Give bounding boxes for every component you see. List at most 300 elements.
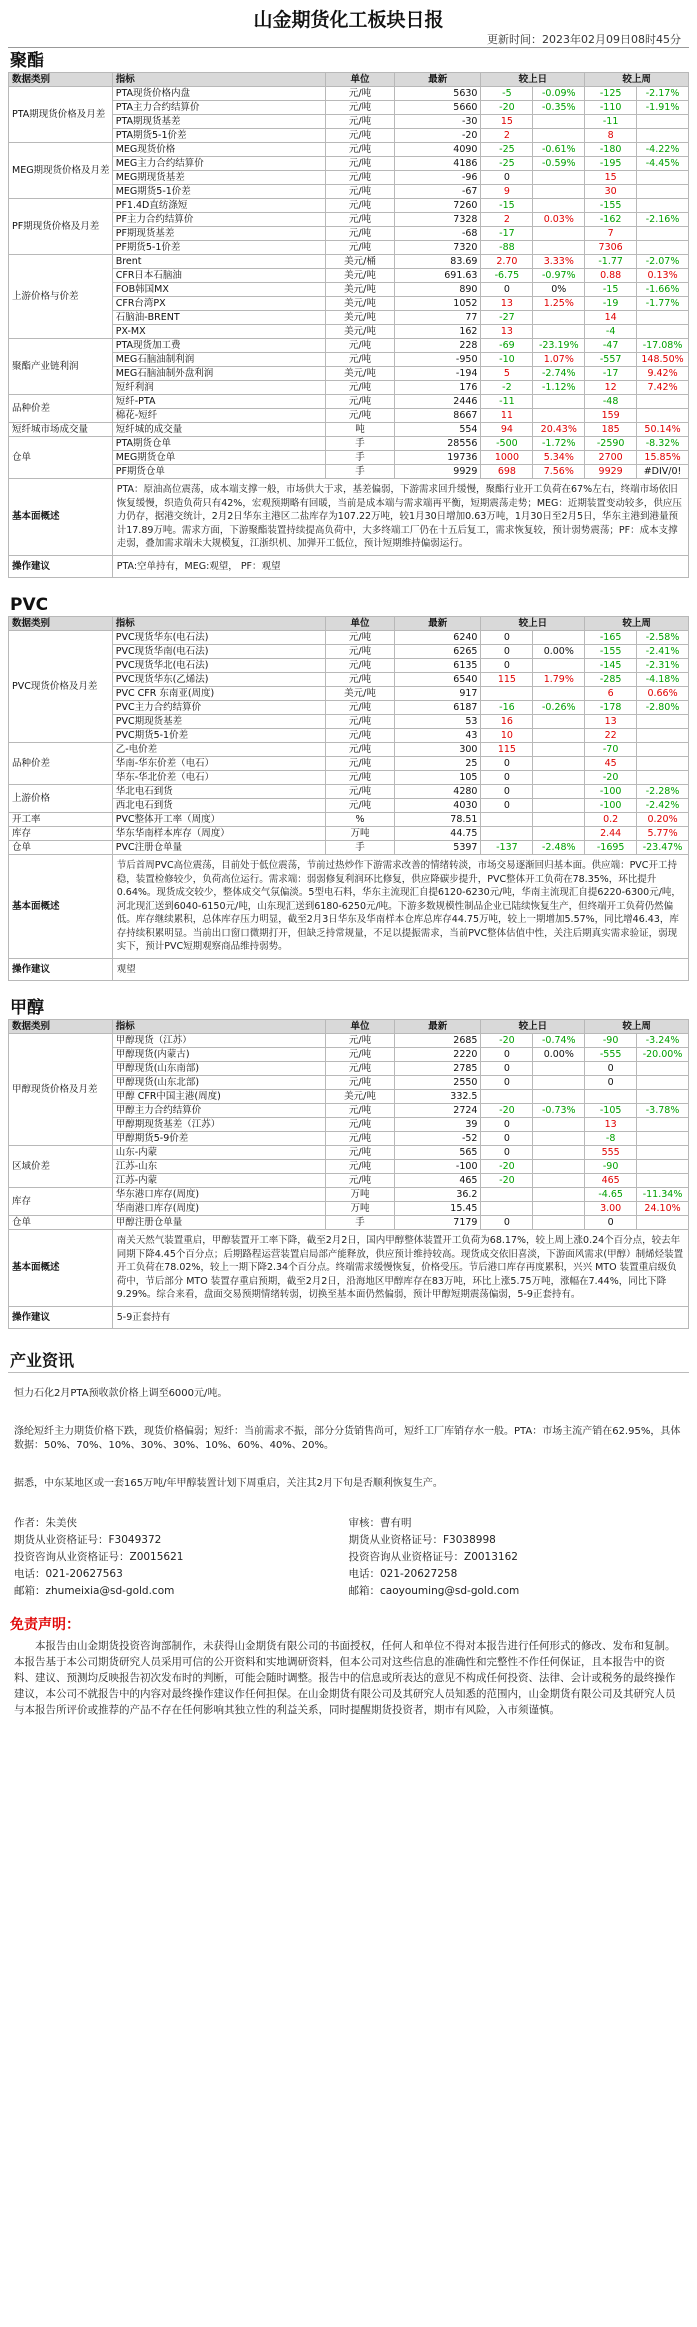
latest-cell: 7320 [395,241,481,255]
indicator-cell: 石脑油-BRENT [112,311,325,325]
unit-cell: 万吨 [325,1188,394,1202]
dod-pct-cell: -23.19% [533,339,585,353]
wow-change-cell: 0.88 [585,269,637,283]
section-gap [8,578,689,592]
reviewer-qual-1: 期货从业资格证号：F3038998 [348,1534,496,1546]
category-cell: 区域价差 [9,1146,113,1188]
dod-change-cell: 0 [481,1062,533,1076]
table-row [9,199,689,213]
wow-pct-cell [637,1062,689,1076]
unit-cell: 元/吨 [325,241,394,255]
category-cell: MEG期现货价格及月差 [9,143,113,199]
latest-cell: 7260 [395,199,481,213]
table-row [9,339,689,353]
table-row [9,1034,689,1048]
latest-cell: 2550 [395,1076,481,1090]
basic-label: 基本面概述 [9,479,113,556]
unit-cell: 元/吨 [325,1062,394,1076]
wow-change-cell: -48 [585,395,637,409]
dod-pct-cell [533,1188,585,1202]
latest-cell: 5630 [395,87,481,101]
indicator-cell: 华东港口库存(周度) [112,1188,325,1202]
dod-pct-cell: -0.74% [533,1034,585,1048]
table-row [9,87,689,101]
unit-cell: 元/吨 [325,227,394,241]
unit-cell: 元/吨 [325,213,394,227]
latest-cell: -68 [395,227,481,241]
wow-pct-cell [637,757,689,771]
indicator-cell: PVC现货华北(电石法) [112,659,325,673]
wow-change-cell: 2700 [585,451,637,465]
dod-pct-cell [533,729,585,743]
dod-change-cell: 13 [481,297,533,311]
wow-pct-cell: 0.13% [637,269,689,283]
dod-pct-cell: 1.25% [533,297,585,311]
col-header-cat: 数据类别 [9,73,113,87]
unit-cell: 元/吨 [325,395,394,409]
indicator-cell: PVC期现货基差 [112,715,325,729]
category-cell: 品种价差 [9,395,113,423]
table-row [9,255,689,269]
wow-change-cell: 465 [585,1174,637,1188]
industry-news-title: 产业资讯 [8,1349,689,1373]
unit-cell: 元/吨 [325,353,394,367]
indicator-cell: MEG石脑油制利润 [112,353,325,367]
latest-cell: 917 [395,687,481,701]
latest-cell: 4090 [395,143,481,157]
latest-cell: 6265 [395,645,481,659]
unit-cell: 元/吨 [325,143,394,157]
dod-pct-cell: 7.56% [533,465,585,479]
wow-pct-cell [637,1118,689,1132]
unit-cell: 元/吨 [325,1146,394,1160]
latest-cell: 28556 [395,437,481,451]
wow-change-cell: -1.77 [585,255,637,269]
indicator-cell: MEG期货5-1价差 [112,185,325,199]
table-row [9,143,689,157]
wow-pct-cell [637,115,689,129]
wow-change-cell: -165 [585,631,637,645]
indicator-cell: PTA现货价格内盘 [112,87,325,101]
unit-cell: 元/吨 [325,185,394,199]
wow-pct-cell: -17.08% [637,339,689,353]
wow-change-cell: -90 [585,1034,637,1048]
table-row [9,827,689,841]
wow-pct-cell [637,311,689,325]
dod-pct-cell [533,1146,585,1160]
dod-pct-cell: 20.43% [533,423,585,437]
indicator-cell: PF主力合约结算价 [112,213,325,227]
dod-pct-cell [533,115,585,129]
wow-change-cell [585,1090,637,1104]
dod-pct-cell: -0.61% [533,143,585,157]
dod-change-cell: 0 [481,659,533,673]
indicator-cell: 江苏-内蒙 [112,1174,325,1188]
dod-pct-cell: -1.12% [533,381,585,395]
basic-row [9,1230,689,1307]
dod-change-cell: 0 [481,799,533,813]
wow-pct-cell: -23.47% [637,841,689,855]
wow-change-cell: -178 [585,701,637,715]
author-block [14,1515,349,1600]
wow-change-cell: -195 [585,157,637,171]
indicator-cell: PF期现货基差 [112,227,325,241]
dod-change-cell: 115 [481,743,533,757]
latest-cell: 2446 [395,395,481,409]
indicator-cell: PTA期货仓单 [112,437,325,451]
dod-pct-cell [533,659,585,673]
reviewer-name: 审核：曹有明 [348,1517,412,1529]
col-header-latest: 最新 [395,73,481,87]
latest-cell: 4030 [395,799,481,813]
unit-cell: 元/吨 [325,87,394,101]
latest-cell: -20 [395,129,481,143]
table-row [9,395,689,409]
category-cell: 库存 [9,1188,113,1216]
dod-change-cell: -17 [481,227,533,241]
wow-pct-cell [637,395,689,409]
unit-cell: 元/吨 [325,339,394,353]
dod-pct-cell: 3.33% [533,255,585,269]
unit-cell: 元/吨 [325,1118,394,1132]
unit-cell: 元/吨 [325,129,394,143]
indicator-cell: PVC整体开工率（周度） [112,813,325,827]
disclaimer-section [8,1612,689,1718]
advice-row [9,1306,689,1329]
indicator-cell: 华北电石到货 [112,785,325,799]
dod-pct-cell: -0.73% [533,1104,585,1118]
meoh-table [8,1019,689,1329]
category-cell: 聚酯产业链利润 [9,339,113,395]
col-header-wow: 较上周 [585,617,689,631]
basic-text: 南关天然气装置重启，甲醇装置开工率下降，截至2月2日，国内甲醇整体装置开工负荷为68.17%，较上周上涨0.24个百分点，较去年同期下降4.45个百分点；后期路程运营装置启局部产能释放，供应预计维持较高。现货成交依旧喜淡，下游面风需求(甲醇）制烯烃装置开工负荷在78.02%，较上一期下降2.34个百分点。终端需求缓慢恢复，价格受压。节后港口库存再度累积，兴兴 MTO 装置重启级负荷中，节后部分 MTO 装置存重启预期，截至2月2日，沿海地区甲醇库存在83万吨，环比上涨5.75万吨，涨幅在7.44%，同比下降9.29%。综合来看，盘面交易预期情绪转弱，切换至基本面仍然偏弱，预计甲醇短期震荡偏弱，5-9正套持有。 [112,1230,688,1307]
indicator-cell: 甲醇现货(内蒙古) [112,1048,325,1062]
wow-change-cell: 45 [585,757,637,771]
wow-change-cell: 9929 [585,465,637,479]
indicator-cell: 甲醇注册仓单量 [112,1216,325,1230]
wow-pct-cell: #DIV/0! [637,465,689,479]
indicator-cell: PTA主力合约结算价 [112,101,325,115]
pvc-section [8,592,689,995]
unit-cell: 手 [325,1216,394,1230]
latest-cell: 78.51 [395,813,481,827]
dod-change-cell: -10 [481,353,533,367]
wow-pct-cell [637,227,689,241]
wow-pct-cell: -1.91% [637,101,689,115]
basic-row [9,855,689,959]
unit-cell: 美元/吨 [325,367,394,381]
wow-pct-cell [637,171,689,185]
unit-cell: 元/吨 [325,1104,394,1118]
wow-change-cell: 0 [585,1216,637,1230]
dod-pct-cell: 1.79% [533,673,585,687]
latest-cell: 19736 [395,451,481,465]
unit-cell: 元/吨 [325,645,394,659]
latest-cell: 2724 [395,1104,481,1118]
wow-change-cell: 15 [585,171,637,185]
category-cell: 品种价差 [9,743,113,785]
wow-pct-cell: 5.77% [637,827,689,841]
dod-pct-cell [533,1174,585,1188]
indicator-cell: 江苏-山东 [112,1160,325,1174]
unit-cell: 元/吨 [325,743,394,757]
dod-change-cell: -11 [481,395,533,409]
wow-pct-cell: -2.42% [637,799,689,813]
table-row [9,785,689,799]
latest-cell: 2785 [395,1062,481,1076]
indicator-cell: 短纤-PTA [112,395,325,409]
wow-change-cell: 22 [585,729,637,743]
unit-cell: 吨 [325,423,394,437]
category-cell: PVC现货价格及月差 [9,631,113,743]
indicator-cell: PTA现货加工费 [112,339,325,353]
col-header-wow: 较上周 [585,1020,689,1034]
category-cell: 开工率 [9,813,113,827]
dod-change-cell: 0 [481,171,533,185]
wow-change-cell: 7 [585,227,637,241]
unit-cell: 美元/吨 [325,297,394,311]
dod-change-cell: 0 [481,645,533,659]
latest-cell: 6135 [395,659,481,673]
indicator-cell: 华东-华北价差（电石） [112,771,325,785]
basic-label: 基本面概述 [9,1230,113,1307]
indicator-cell: 甲醇 CFR中国主港(周度) [112,1090,325,1104]
latest-cell: 2685 [395,1034,481,1048]
wow-change-cell: -20 [585,771,637,785]
wow-pct-cell: -1.77% [637,297,689,311]
latest-cell: -100 [395,1160,481,1174]
wow-pct-cell: -4.45% [637,157,689,171]
basic-text: PTA：原油高位震荡，成本端支撑一般，市场供大于求，基差偏弱，下游需求回升缓慢，聚酯行业开工负荷在67%左右，终端市场依旧恢复缓慢，织造负荷只有42%，宏观预期略有回暖，当前是成本端与需求端再平衡，短期震荡走势；MEG：近期装置变动较多，供应压力仍存，据港交统计，2月2日华东主港区二盐库存为107.22万吨，较1月30日增加0.63万吨，1月30日至2月5日，华东主港到港量预计17.89万吨。需求方面，下游聚酯装置持续提高负荷中，大多终端工厂仍在十五后复工，需求恢复较，预计弱势震荡；PF：成本支撑走弱，叠加需求端未大规模复，江浙织机、加弹开工低位，预计短期维持偏弱运行。 [112,479,688,556]
wow-pct-cell: -3.24% [637,1034,689,1048]
indicator-cell: 棉花-短纤 [112,409,325,423]
latest-cell: 83.69 [395,255,481,269]
advice-text: 5-9正套持有 [112,1306,688,1329]
latest-cell: 554 [395,423,481,437]
dod-pct-cell [533,171,585,185]
latest-cell: 77 [395,311,481,325]
reviewer-block [349,1515,684,1600]
dod-pct-cell [533,813,585,827]
meoh-section [8,995,689,1343]
pta-section [8,48,689,592]
reviewer-email[interactable]: 邮箱：caoyouming@sd-gold.com [348,1585,520,1597]
wow-pct-cell: -3.78% [637,1104,689,1118]
indicator-cell: PVC期货5-1价差 [112,729,325,743]
wow-pct-cell: -2.17% [637,87,689,101]
dod-pct-cell: -0.97% [533,269,585,283]
industry-news-item: 恒力石化2月PTA预收款价格上调至6000元/吨。 [14,1388,228,1399]
dod-change-cell: 0 [481,283,533,297]
latest-cell: -194 [395,367,481,381]
dod-pct-cell [533,1132,585,1146]
dod-pct-cell [533,1160,585,1174]
dod-pct-cell: -2.48% [533,841,585,855]
latest-cell: 4280 [395,785,481,799]
latest-cell: 7179 [395,1216,481,1230]
latest-cell: 7328 [395,213,481,227]
wow-change-cell: -100 [585,785,637,799]
col-header-latest: 最新 [395,617,481,631]
wow-pct-cell: 7.42% [637,381,689,395]
wow-pct-cell [637,1174,689,1188]
wow-change-cell: -47 [585,339,637,353]
indicator-cell: PVC现货华南(电石法) [112,645,325,659]
indicator-cell: PVC现货华东(乙烯法) [112,673,325,687]
dod-change-cell: 5 [481,367,533,381]
dod-change-cell: 0 [481,1132,533,1146]
dod-pct-cell: 5.34% [533,451,585,465]
meoh-section-title: 甲醇 [10,998,44,1018]
author-qual-2: 投资咨询从业资格证号：Z0015621 [14,1551,184,1563]
unit-cell: 美元/桶 [325,255,394,269]
latest-cell: 228 [395,339,481,353]
wow-change-cell: -8 [585,1132,637,1146]
dod-pct-cell [533,631,585,645]
dod-pct-cell: 0.03% [533,213,585,227]
unit-cell: 元/吨 [325,673,394,687]
dod-pct-cell [533,757,585,771]
indicator-cell: MEG期现货基差 [112,171,325,185]
dod-change-cell: -25 [481,157,533,171]
wow-pct-cell: -2.58% [637,631,689,645]
industry-news-section [8,1349,689,1501]
latest-cell: 53 [395,715,481,729]
dod-pct-cell: -2.74% [533,367,585,381]
author-phone: 电话：021-20627563 [14,1568,123,1580]
dod-change-cell: -5 [481,87,533,101]
dod-change-cell: 0 [481,757,533,771]
wow-change-cell: 0 [585,1076,637,1090]
pta-header-row [9,73,689,87]
disclaimer-text: 本报告由山金期货投资咨询部制作，未获得山金期货有限公司的书面授权，任何人和单位不得对本报告进行任何形式的修改、发布和复制。本报告基于本公司期货研究人员采用可信的公开资料和实地调研资料，但本公司对这些信息的准确性和完整性不作任何保证，且本报告中的资料、建议、预测均反映报告初次发布时的判断，可能会随时调整。报告中的信息或所表达的意见不构成任何投资、法律、会计或税务的最终操作建议，本公司不就报告中的内容对最终操作建议作任何担保。在山金期货有限公司及其研究人员知悉的范围内，山金期货有限公司及其研究人员与本报告所评价或推荐的产品不存在任何影响其独立性的利益关系，同时提醒期货投资者，期市有风险，入市须谨慎。 [14,1640,676,1716]
dod-change-cell: 0 [481,1048,533,1062]
dod-change-cell: 0 [481,1118,533,1132]
latest-cell: -96 [395,171,481,185]
dod-pct-cell [533,799,585,813]
unit-cell: 手 [325,437,394,451]
pvc-header-row [9,617,689,631]
wow-pct-cell: 0.66% [637,687,689,701]
section-gap [8,981,689,995]
wow-pct-cell: 50.14% [637,423,689,437]
dod-pct-cell: 0% [533,283,585,297]
dod-pct-cell [533,827,585,841]
wow-change-cell: -162 [585,213,637,227]
dod-change-cell: 10 [481,729,533,743]
author-email[interactable]: 邮箱：zhumeixia@sd-gold.com [14,1585,175,1597]
wow-change-cell: 0.2 [585,813,637,827]
basic-text: 节后首周PVC高位震荡，目前处于低位震荡，节前过热炒作下游需求改善的情绪转淡，市场交易逐渐回归基本面。供应端：PVC开工持稳，装置检修较少，负荷高位运行。需求端：弱弱修复利润环比修复，供应降碳步提升，PVC整体开工负荷在78.35%，环比提升0.64%。现货成交较少，整体成交气氛偏淡。5型电石料，华东主流现汇自提6120-6230元/吨，华南主流现汇自提6220-6300元/吨，河北现汇送到6040-6150元/吨，山东现汇送到6180-6250元/吨。下游多数规模性制品企业已陆续恢复生产，但终端开工负荷仍然偏低。库存继续累积，总体库存压力明显，截至2月3日华东及华南样本仓库总库存44.75万吨，较上一期增加5.57%，同比增46.43，库存持续积累明显。当前出口窗口微期打开，但缺乏持常规量，不足以提振需求，当前PVC整体估值中性，关注后期真实需求验证，弱现实下，预计PVC短期观察商品维持弱势。 [112,855,688,959]
dod-change-cell: 0 [481,1076,533,1090]
latest-cell: 332.5 [395,1090,481,1104]
meoh-header-row [9,1020,689,1034]
table-row [9,841,689,855]
indicator-cell: 乙-电价差 [112,743,325,757]
dod-change-cell: 115 [481,673,533,687]
dod-change-cell: -2 [481,381,533,395]
col-header-ind: 指标 [112,617,325,631]
dod-pct-cell [533,325,585,339]
unit-cell: 元/吨 [325,757,394,771]
wow-pct-cell: -2.31% [637,659,689,673]
dod-pct-cell [533,771,585,785]
indicator-cell: 甲醇期现货基差（江苏） [112,1118,325,1132]
wow-pct-cell [637,409,689,423]
unit-cell: 美元/吨 [325,1090,394,1104]
table-row [9,437,689,451]
dod-pct-cell [533,129,585,143]
industry-news-item: 据悉，中东某地区或一套165万吨/年甲醇装置计划下周重启，关注其2月下旬是否顺利恢复生产。 [14,1478,443,1489]
indicator-cell: Brent [112,255,325,269]
indicator-cell: CFR台湾PX [112,297,325,311]
category-cell: 仓单 [9,437,113,479]
dod-pct-cell [533,227,585,241]
dod-change-cell [481,1202,533,1216]
unit-cell: 手 [325,841,394,855]
wow-pct-cell: -20.00% [637,1048,689,1062]
indicator-cell: PF期货5-1价差 [112,241,325,255]
wow-change-cell: -2590 [585,437,637,451]
unit-cell: 手 [325,451,394,465]
col-header-ind: 指标 [112,73,325,87]
latest-cell: 105 [395,771,481,785]
latest-cell: 162 [395,325,481,339]
wow-pct-cell [637,743,689,757]
category-cell: PF期现货价格及月差 [9,199,113,255]
unit-cell: 元/吨 [325,1132,394,1146]
advice-text: 观望 [112,958,688,981]
wow-pct-cell [637,1216,689,1230]
advice-text: PTA:空单持有，MEG:观望， PF：观望 [112,555,688,578]
wow-change-cell: -1695 [585,841,637,855]
latest-cell: 39 [395,1118,481,1132]
latest-cell: -67 [395,185,481,199]
report-title: 山金期货化工板块日报 [253,9,444,31]
dod-change-cell: -69 [481,339,533,353]
dod-change-cell: 0 [481,631,533,645]
wow-pct-cell [637,199,689,213]
advice-label: 操作建议 [9,958,113,981]
wow-pct-cell: -2.07% [637,255,689,269]
dod-pct-cell: -0.09% [533,87,585,101]
author-qual-1: 期货从业资格证号：F3049372 [14,1534,162,1546]
col-header-unit: 单位 [325,73,394,87]
unit-cell: 美元/吨 [325,325,394,339]
wow-pct-cell: -2.80% [637,701,689,715]
category-cell: 短纤城市场成交量 [9,423,113,437]
dod-pct-cell [533,785,585,799]
wow-change-cell: -555 [585,1048,637,1062]
unit-cell: 元/吨 [325,715,394,729]
dod-change-cell: -88 [481,241,533,255]
dod-change-cell [481,827,533,841]
table-row [9,423,689,437]
dod-pct-cell: 1.07% [533,353,585,367]
dod-pct-cell: 0.00% [533,645,585,659]
dod-change-cell: -15 [481,199,533,213]
dod-pct-cell: 0.00% [533,1048,585,1062]
unit-cell: 美元/吨 [325,687,394,701]
unit-cell: 美元/吨 [325,311,394,325]
indicator-cell: 甲醇现货(山东北部) [112,1076,325,1090]
dod-pct-cell [533,715,585,729]
wow-change-cell: -100 [585,799,637,813]
unit-cell: 元/吨 [325,1076,394,1090]
dod-change-cell: 698 [481,465,533,479]
wow-change-cell: 12 [585,381,637,395]
col-header-cat: 数据类别 [9,617,113,631]
